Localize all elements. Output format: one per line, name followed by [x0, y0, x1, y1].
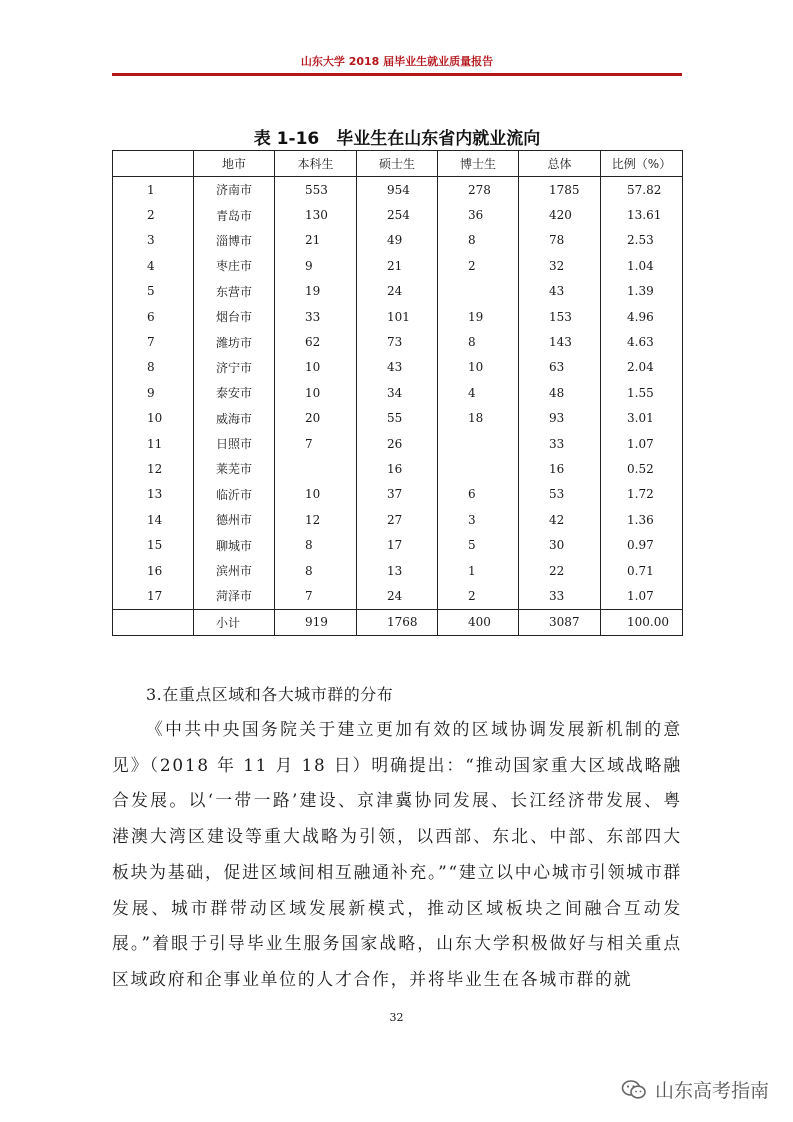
total-cell-ratio: 100.00 — [601, 609, 683, 635]
report-header-title: 山东大学 2018 届毕业生就业质量报告 — [300, 55, 494, 68]
total-cell-undergraduate: 919 — [275, 609, 357, 635]
table-total-row — [113, 609, 683, 635]
cell-index: 3 — [113, 228, 194, 253]
cell-doctor: 1 — [438, 558, 519, 583]
cell-doctor — [438, 456, 519, 481]
table-row — [113, 355, 683, 380]
cell-city: 威海市 — [194, 406, 275, 431]
table-row — [113, 456, 683, 481]
cell-undergraduate: 19 — [275, 279, 357, 304]
cell-index: 1 — [113, 177, 194, 203]
cell-total: 16 — [519, 456, 601, 481]
cell-undergraduate: 12 — [275, 507, 357, 532]
cell-doctor: 8 — [438, 228, 519, 253]
total-cell-city: 小计 — [194, 609, 275, 635]
table-row — [113, 583, 683, 609]
cell-master: 254 — [357, 202, 438, 227]
cell-city: 德州市 — [194, 507, 275, 532]
column-header-total: 总体 — [519, 151, 601, 177]
cell-total: 22 — [519, 558, 601, 583]
cell-undergraduate: 7 — [275, 431, 357, 456]
cell-master: 13 — [357, 558, 438, 583]
header-divider — [112, 73, 682, 76]
cell-master: 49 — [357, 228, 438, 253]
cell-undergraduate: 33 — [275, 304, 357, 329]
table-row — [113, 253, 683, 278]
cell-master: 24 — [357, 583, 438, 609]
cell-city: 济宁市 — [194, 355, 275, 380]
cell-master: 954 — [357, 177, 438, 203]
total-cell-master: 1768 — [357, 609, 438, 635]
table-row — [113, 177, 683, 203]
cell-total: 30 — [519, 532, 601, 557]
cell-undergraduate: 10 — [275, 355, 357, 380]
cell-doctor — [438, 431, 519, 456]
cell-ratio: 3.01 — [601, 406, 683, 431]
table-row — [113, 380, 683, 405]
watermark — [621, 1076, 769, 1103]
cell-index: 17 — [113, 583, 194, 609]
cell-ratio: 0.71 — [601, 558, 683, 583]
cell-undergraduate: 7 — [275, 583, 357, 609]
cell-undergraduate: 21 — [275, 228, 357, 253]
cell-city: 烟台市 — [194, 304, 275, 329]
column-header-undergraduate: 本科生 — [275, 151, 357, 177]
cell-city: 聊城市 — [194, 532, 275, 557]
cell-ratio: 13.61 — [601, 202, 683, 227]
cell-doctor: 36 — [438, 202, 519, 227]
cell-undergraduate: 8 — [275, 558, 357, 583]
cell-city: 淄博市 — [194, 228, 275, 253]
cell-ratio: 1.55 — [601, 380, 683, 405]
cell-city: 日照市 — [194, 431, 275, 456]
cell-doctor: 4 — [438, 380, 519, 405]
cell-total: 42 — [519, 507, 601, 532]
cell-ratio: 0.52 — [601, 456, 683, 481]
employment-flow-table — [112, 150, 683, 636]
cell-index: 15 — [113, 532, 194, 557]
table-row — [113, 406, 683, 431]
cell-city: 泰安市 — [194, 380, 275, 405]
column-header-doctor: 博士生 — [438, 151, 519, 177]
cell-city: 临沂市 — [194, 482, 275, 507]
cell-index: 13 — [113, 482, 194, 507]
wechat-icon — [621, 1079, 647, 1101]
table-caption: 表 1-16 毕业生在山东省内就业流向 — [253, 129, 541, 149]
table-row — [113, 532, 683, 557]
cell-undergraduate: 8 — [275, 532, 357, 557]
table-row — [113, 558, 683, 583]
cell-master: 73 — [357, 329, 438, 354]
cell-total: 32 — [519, 253, 601, 278]
cell-master: 21 — [357, 253, 438, 278]
cell-master: 16 — [357, 456, 438, 481]
column-header-index — [113, 151, 194, 177]
cell-doctor: 18 — [438, 406, 519, 431]
cell-index: 10 — [113, 406, 194, 431]
watermark-text: 山东高考指南 — [654, 1080, 769, 1102]
table-body — [113, 177, 683, 636]
column-header-master: 硕士生 — [357, 151, 438, 177]
cell-ratio: 57.82 — [601, 177, 683, 203]
cell-master: 26 — [357, 431, 438, 456]
table-row — [113, 279, 683, 304]
body-paragraph: 《中共中央国务院关于建立更加有效的区域协调发展新机制的意见》（2018 年 11 月 18 日）明确提出：“推动国家重大区域战略融合发展。以‘一带一路’建设、京津冀协同发展、长江经济带发展、粤港澳大湾区建设等重大战略为引领，以西部、东北、中部、东部四大板块为基础，促进区域间相互融通补充。”“建立以中心城市引领城市群发展、城市群带动区域发展新模式，推动区域板块之间融合互动发展。”着眼于引导毕业生服务国家战略，山东大学积极做好与相关重点区域政府和企事业单位的人才合作，并将毕业生在各城市群的就 — [112, 719, 682, 989]
cell-master: 27 — [357, 507, 438, 532]
page-number: 32 — [389, 1011, 404, 1024]
cell-index: 9 — [113, 380, 194, 405]
cell-master: 24 — [357, 279, 438, 304]
total-cell-total: 3087 — [519, 609, 601, 635]
cell-master: 43 — [357, 355, 438, 380]
cell-undergraduate: 10 — [275, 380, 357, 405]
cell-index: 6 — [113, 304, 194, 329]
cell-total: 33 — [519, 583, 601, 609]
cell-undergraduate: 62 — [275, 329, 357, 354]
cell-total: 53 — [519, 482, 601, 507]
table-row — [113, 304, 683, 329]
cell-undergraduate: 130 — [275, 202, 357, 227]
cell-doctor: 10 — [438, 355, 519, 380]
cell-doctor: 278 — [438, 177, 519, 203]
cell-index: 4 — [113, 253, 194, 278]
cell-total: 420 — [519, 202, 601, 227]
cell-total: 43 — [519, 279, 601, 304]
cell-master: 17 — [357, 532, 438, 557]
cell-doctor: 2 — [438, 583, 519, 609]
cell-ratio: 2.04 — [601, 355, 683, 380]
table-row — [113, 329, 683, 354]
cell-ratio: 2.53 — [601, 228, 683, 253]
cell-total: 153 — [519, 304, 601, 329]
cell-doctor: 19 — [438, 304, 519, 329]
cell-index: 7 — [113, 329, 194, 354]
cell-city: 青岛市 — [194, 202, 275, 227]
cell-doctor: 8 — [438, 329, 519, 354]
cell-undergraduate: 10 — [275, 482, 357, 507]
cell-total: 143 — [519, 329, 601, 354]
cell-ratio: 1.36 — [601, 507, 683, 532]
cell-ratio: 4.96 — [601, 304, 683, 329]
cell-ratio: 1.39 — [601, 279, 683, 304]
cell-doctor: 5 — [438, 532, 519, 557]
total-cell-doctor: 400 — [438, 609, 519, 635]
cell-city: 滨州市 — [194, 558, 275, 583]
cell-city: 菏泽市 — [194, 583, 275, 609]
cell-total: 48 — [519, 380, 601, 405]
cell-index: 16 — [113, 558, 194, 583]
cell-master: 101 — [357, 304, 438, 329]
cell-master: 37 — [357, 482, 438, 507]
cell-city: 潍坊市 — [194, 329, 275, 354]
cell-doctor — [438, 279, 519, 304]
cell-master: 55 — [357, 406, 438, 431]
cell-doctor: 6 — [438, 482, 519, 507]
section-heading: 3.在重点区域和各大城市群的分布 — [146, 685, 394, 704]
column-header-city: 地市 — [194, 151, 275, 177]
cell-undergraduate — [275, 456, 357, 481]
table-row — [113, 202, 683, 227]
table-header-row — [113, 151, 683, 177]
table-row — [113, 482, 683, 507]
total-cell-index — [113, 609, 194, 635]
cell-index: 2 — [113, 202, 194, 227]
cell-index: 8 — [113, 355, 194, 380]
cell-total: 63 — [519, 355, 601, 380]
cell-ratio: 1.07 — [601, 583, 683, 609]
cell-ratio: 1.07 — [601, 431, 683, 456]
cell-city: 枣庄市 — [194, 253, 275, 278]
column-header-ratio: 比例（%） — [601, 151, 683, 177]
cell-total: 1785 — [519, 177, 601, 203]
cell-city: 东营市 — [194, 279, 275, 304]
cell-index: 5 — [113, 279, 194, 304]
cell-ratio: 1.04 — [601, 253, 683, 278]
cell-undergraduate: 20 — [275, 406, 357, 431]
cell-doctor: 2 — [438, 253, 519, 278]
cell-master: 34 — [357, 380, 438, 405]
cell-doctor: 3 — [438, 507, 519, 532]
cell-index: 11 — [113, 431, 194, 456]
cell-total: 78 — [519, 228, 601, 253]
cell-undergraduate: 9 — [275, 253, 357, 278]
cell-ratio: 1.72 — [601, 482, 683, 507]
table-row — [113, 431, 683, 456]
cell-city: 莱芜市 — [194, 456, 275, 481]
cell-total: 93 — [519, 406, 601, 431]
cell-index: 12 — [113, 456, 194, 481]
table-row — [113, 228, 683, 253]
cell-ratio: 0.97 — [601, 532, 683, 557]
cell-undergraduate: 553 — [275, 177, 357, 203]
cell-index: 14 — [113, 507, 194, 532]
cell-ratio: 4.63 — [601, 329, 683, 354]
cell-total: 33 — [519, 431, 601, 456]
cell-city: 济南市 — [194, 177, 275, 203]
table-row — [113, 507, 683, 532]
